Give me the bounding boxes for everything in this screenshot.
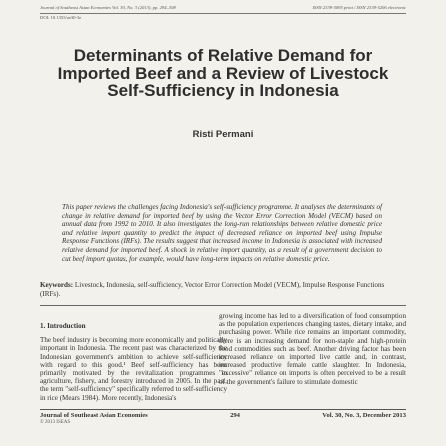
footer-journal: Journal of Southeast Asian Economies [40, 412, 148, 419]
doi: DOI: 10.1355/ae30-3e [40, 15, 82, 20]
footer-volume: Vol. 30, No. 3, December 2013 [322, 412, 406, 419]
running-footer [40, 409, 406, 419]
keywords-label: Keywords: [40, 281, 74, 289]
header-rule [40, 13, 406, 14]
author-name: Risti Permani [192, 129, 254, 140]
article-title: Determinants of Relative Demand for Imported Beef and a Review of Livestock Self-Sufficiency in Indonesia [57, 46, 389, 100]
issn-line: ISSN 2339-5095 print / ISSN 2339-5206 electronic [312, 5, 406, 10]
left-column [40, 322, 227, 402]
running-header [40, 5, 406, 10]
left-column-text: The beef industry is becoming more economically and politically important in Indonesia. The recent past was characterized by the Indonesian government's ambition to achieve self-sufficiency with regard to this good.¹ Beef self-sufficiency has been primarily motivated by the revitalization programmes in agriculture, fishery, and forestry introduced in 2005. In the past, the term "self-sufficiency" specifically referred to self-sufficiency in rice (Mears 1984). More recently, Indonesia's [40, 336, 227, 402]
page-number: 294 [230, 412, 240, 419]
abstract: This paper reviews the challenges facing Indonesia's self-sufficiency programme. It analyses the determinants of change in relative demand for imported beef by using the Vector Error Correction Model (VECM) based on annual data from 1992 to 2010. It also investigates the long-run relationships between relative domestic price and relative import quantity to predict the impact of decreased reliance on imported beef using Impulse Response Functions (IRFs). The results suggest that increased income in Indonesia is associated with increased relative demand for imported beef. A shock in relative import quantity, as a result of a government decision to cut beef import quotas, for example, would have long-term impacts on relative domestic price. [62, 203, 382, 263]
keywords-block [40, 281, 406, 298]
right-column [219, 312, 406, 386]
keywords-text: Livestock, Indonesia, self-sufficiency, Vector Error Correction Model (VECM), Impulse Response Functions (IRFs). [40, 281, 385, 298]
section-divider [40, 305, 406, 306]
copyright: © 2013 ISEAS [40, 420, 71, 425]
section-heading: 1. Introduction [40, 322, 86, 330]
journal-citation: Journal of Southeast Asian Economies Vol. 30, No. 3 (2013), pp. 294–308 [40, 5, 176, 10]
right-column-text: growing income has led to a diversification of food consumption as the population experiences changing tastes, dietary intake, and purchasing power. While rice remains an important commodity, there is an increasing demand for non-staple and high-protein food commodities such as beef. Another driving factor has been increased reliance on imported live cattle and, in contrast, increased productive female cattle slaughter. In Indonesia, "excessive" reliance on imports is often perceived to be a result of the government's failure to stimulate domestic [219, 312, 406, 386]
